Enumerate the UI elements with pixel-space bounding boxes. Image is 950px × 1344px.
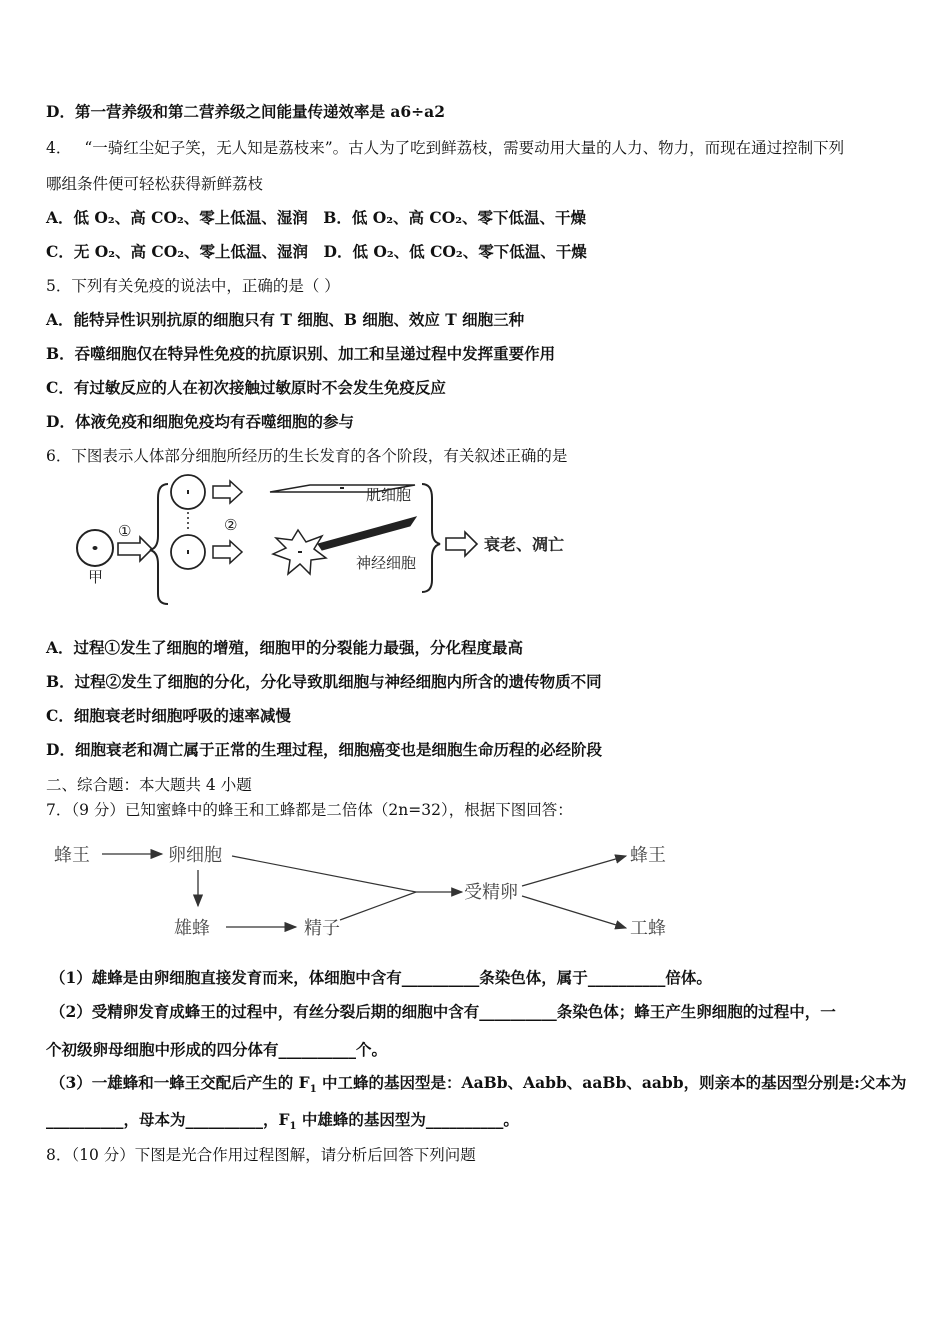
- q6-option-a: [46, 638, 523, 658]
- nerve-cell-label: 神经细胞: [356, 554, 417, 572]
- option-text: 第一营养级和第二营养级之间能量传递效率是 a6÷a2: [74, 102, 445, 121]
- q5-option-c: [46, 378, 446, 398]
- queen-label: 蜂王: [54, 845, 90, 866]
- section-title: 二、综合题：本大题共 4 小题: [46, 776, 252, 794]
- nucleus-dot: [93, 546, 98, 550]
- option-label: D．: [46, 740, 75, 759]
- q6-stem: [46, 446, 567, 466]
- blank[interactable]: __________: [401, 968, 480, 987]
- option-label: B．: [46, 672, 75, 691]
- question-number: 5．: [46, 277, 72, 295]
- q7-sub2-line2: 个初级卵母细胞中形成的四分体有__________个。: [46, 1040, 388, 1059]
- question-stem: “一骑红尘妃子笑，无人知是荔枝来”。古人为了吃到鲜荔枝，需要动用大量的人力、物力，而现在通过控制下列: [84, 139, 845, 157]
- q7-sub2-line1: （2）受精卵发育成蜂王的过程中，有丝分裂后期的细胞中含有__________条染色体；蜂王产生卵细胞的过程中，一: [50, 1002, 836, 1021]
- fate-label: 衰老、凋亡: [484, 535, 565, 554]
- blank[interactable]: __________: [278, 1040, 357, 1059]
- q6-option-d: [46, 740, 602, 760]
- step2-label: ②: [224, 516, 238, 534]
- option-label: B．: [46, 344, 75, 363]
- q4-options-line1: A．低 O₂、高 CO₂、零上低温、湿润 B．低 O₂、高 CO₂、零下低温、干燥: [46, 208, 587, 227]
- option-label: D．: [46, 412, 75, 431]
- question-number: 8．: [46, 1146, 72, 1164]
- muscle-cell-label: 肌细胞: [366, 486, 412, 504]
- q6-option-c: [46, 706, 291, 726]
- option-text: 能特异性识别抗原的细胞只有 T 细胞、B 细胞、效应 T 细胞三种: [73, 310, 525, 329]
- q4-stem-line1: [46, 138, 844, 158]
- option-label: C．: [46, 706, 74, 725]
- option-label: C．: [46, 378, 74, 397]
- q5-option-d: [46, 412, 354, 432]
- cell-development-diagram: [70, 470, 590, 610]
- option-label: D．: [46, 102, 75, 121]
- q3-option-d: [46, 102, 445, 122]
- option-label: A．: [46, 310, 74, 329]
- question-number: 6．: [46, 447, 72, 465]
- option-text: 体液免疫和细胞免疫均有吞噬细胞的参与: [74, 412, 354, 431]
- sperm-label: 精子: [304, 918, 340, 939]
- q7-sub1: （1）雄蜂是由卵细胞直接发育而来，体细胞中含有__________条染色体，属于__________倍体。: [50, 968, 712, 987]
- arrow-step1-icon: [118, 537, 152, 561]
- right-brace: [422, 484, 440, 592]
- nerve-axon: [318, 517, 416, 550]
- worker-output-label: 工蜂: [630, 918, 666, 939]
- q8-stem: [46, 1145, 476, 1165]
- blank[interactable]: __________: [587, 968, 666, 987]
- arrow-lower-icon: [213, 541, 242, 563]
- blank[interactable]: __________: [185, 1110, 264, 1129]
- q7-stem: [46, 800, 573, 820]
- blank[interactable]: __________: [479, 1002, 557, 1021]
- q6-option-b: [46, 672, 602, 692]
- question-stem: （9 分）已知蜜蜂中的蜂王和工蜂都是二倍体（2n=32），根据下图回答：: [71, 801, 573, 819]
- q5-option-a: [46, 310, 524, 330]
- step1-label: ①: [118, 522, 132, 540]
- question-number: 4．: [46, 139, 72, 157]
- drone-label: 雄蜂: [174, 918, 210, 939]
- question-number: 7．: [46, 801, 72, 819]
- q4-options-line2: C．无 O₂、高 CO₂、零上低温、湿润 D．低 O₂、低 CO₂、零下低温、干燥: [46, 242, 587, 261]
- zygote-label: 受精卵: [464, 882, 518, 903]
- question-stem: （10 分）下图是光合作用过程图解，请分析后回答下列问题: [71, 1146, 476, 1164]
- option-text: 有过敏反应的人在初次接触过敏原时不会发生免疫反应: [73, 378, 446, 397]
- arrow-upper-icon: [213, 481, 242, 503]
- q5-option-b: [46, 344, 555, 364]
- q7-sub3-line1: （3）一雄蜂和一蜂王交配后产生的 $F_1$ 中工蜂的基因型是：AaBb、Aabb、aaBb、aabb，则亲本的基因型分别是:父本为: [50, 1073, 907, 1096]
- option-text: 细胞衰老时细胞呼吸的速率减慢: [73, 706, 291, 725]
- option-text: 细胞衰老和凋亡属于正常的生理过程，细胞癌变也是细胞生命历程的必经阶段: [74, 740, 602, 759]
- queen-output-label: 蜂王: [630, 845, 666, 866]
- q7-sub3-line2: __________，母本为__________，$F_1$ 中雄蜂的基因型为__________。: [46, 1110, 519, 1133]
- option-text: 过程①发生了细胞的增殖，细胞甲的分裂能力最强，分化程度最高: [73, 638, 524, 657]
- bee-reproduction-diagram: [50, 836, 690, 944]
- option-text: 过程②发生了细胞的分化，分化导致肌细胞与神经细胞内所含的遗传物质不同: [74, 672, 602, 691]
- egg-label: 卵细胞: [168, 845, 222, 866]
- arrow-fate-icon: [446, 532, 477, 556]
- blank[interactable]: __________: [425, 1110, 504, 1129]
- question-stem: 下列有关免疫的说法中，正确的是（ ）: [71, 277, 340, 295]
- cell-label: 甲: [88, 568, 104, 586]
- q4-stem-line2: 哪组条件便可轻松获得新鲜荔枝: [46, 175, 264, 193]
- option-text: 吞噬细胞仅在特异性免疫的抗原识别、加工和呈递过程中发挥重要作用: [74, 344, 556, 363]
- blank[interactable]: __________: [46, 1110, 124, 1129]
- option-label: A．: [46, 638, 74, 657]
- left-brace: [150, 484, 168, 604]
- q5-stem: [46, 276, 340, 296]
- question-stem: 下图表示人体部分细胞所经历的生长发育的各个阶段，有关叙述正确的是: [71, 447, 568, 465]
